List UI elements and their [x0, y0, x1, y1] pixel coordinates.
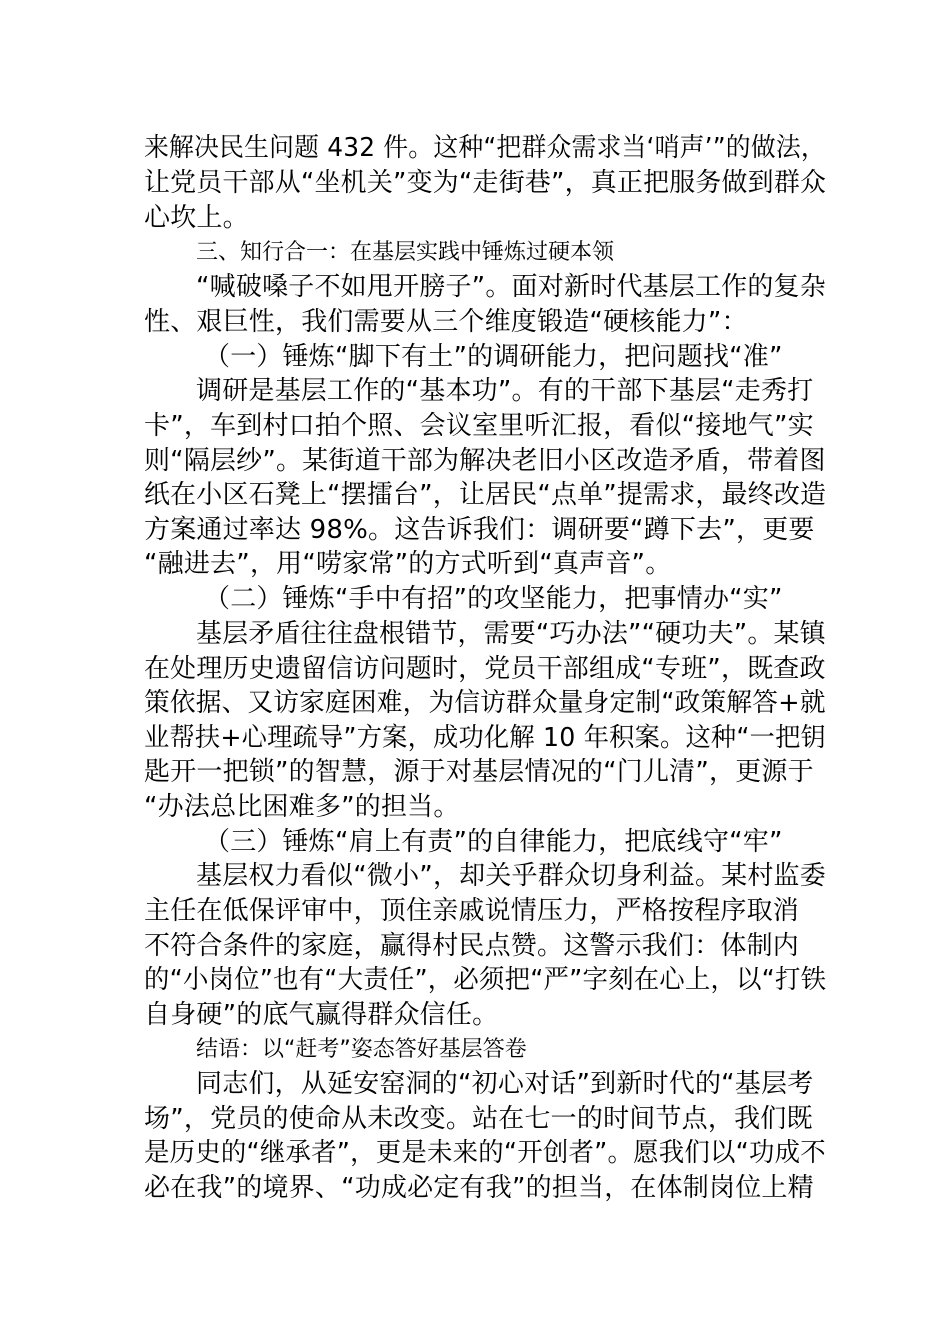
body-text-line: 来解决民生问题 432 件。这种“把群众需求当‘哨声’”的做法，	[144, 133, 826, 163]
body-text-line: 必在我”的境界、“功成必定有我”的担当，在体制岗位上精	[144, 1173, 814, 1203]
body-text-line: 匙开一把锁”的智慧，源于对基层情况的“门儿清”，更源于	[144, 757, 814, 787]
body-text-line: 主任在低保评审中，顶住亲戚说情压力，严格按程序取消	[144, 896, 800, 926]
body-text-line: 则“隔层纱”。某街道干部为解决老旧小区改造矛盾，带着图	[144, 446, 826, 476]
body-text-line: 基层权力看似“微小”，却关乎群众切身利益。某村监委	[196, 861, 826, 891]
section-heading: 三、知行合一：在基层实践中锤炼过硬本领	[196, 240, 615, 265]
body-text-line: 是历史的“继承者”，更是未来的“开创者”。愿我们以“功成不	[144, 1138, 826, 1168]
subsection-heading: （三）锤炼“肩上有责”的自律能力，把底线守“牢”	[204, 827, 783, 857]
body-text-line: 场”，党员的使命从未改变。站在七一的时间节点，我们既	[144, 1104, 813, 1134]
body-text-line: 基层矛盾往往盘根错节，需要“巧办法”“硬功夫”。某镇	[196, 619, 826, 649]
body-text-line: 心坎上。	[144, 203, 249, 233]
body-text-line: 方案通过率达 98%。这告诉我们：调研要“蹲下去”，更要	[144, 515, 815, 545]
body-text-line: 在处理历史遗留信访问题时，党员干部组成“专班”，既查政	[144, 654, 826, 684]
body-text-line: 纸在小区石凳上“摆擂台”，让居民“点单”提需求，最终改造	[144, 480, 827, 510]
body-text-line: 调研是基层工作的“基本功”。有的干部下基层“走秀打	[196, 376, 814, 406]
conclusion-heading: 结语：以“赶考”姿态答好基层答卷	[196, 1037, 527, 1062]
body-text-line: 不符合条件的家庭，赢得村民点赞。这警示我们：体制内	[144, 931, 800, 961]
subsection-heading: （一）锤炼“脚下有土”的调研能力，把问题找“准”	[204, 342, 783, 372]
body-text-line: 自身硬”的底气赢得群众信任。	[144, 1000, 499, 1030]
body-text-line: “办法总比困难多”的担当。	[144, 792, 460, 822]
body-text-line: “喊破嗓子不如甩开膀子”。面对新时代基层工作的复杂	[196, 272, 826, 302]
subsection-heading: （二）锤炼“手中有招”的攻坚能力，把事情办“实”	[204, 584, 783, 614]
body-text-line: 同志们，从延安窑洞的“初心对话”到新时代的“基层考	[196, 1069, 814, 1099]
body-text-line: 让党员干部从“坐机关”变为“走街巷”，真正把服务做到群众	[144, 168, 827, 198]
body-text-line: 业帮扶+心理疏导”方案，成功化解 10 年积案。这种“一把钥	[144, 723, 826, 753]
body-text-line: 卡”，车到村口拍个照、会议室里听汇报，看似“接地气”实	[144, 411, 814, 441]
body-text-line: “融进去”，用“唠家常”的方式听到“真声音”。	[144, 549, 672, 579]
body-text-line: 策依据、又访家庭困难，为信访群众量身定制“政策解答+就	[144, 688, 826, 718]
body-text-line: 性、艰巨性，我们需要从三个维度锻造“硬核能力”：	[144, 307, 748, 337]
body-text-line: 的“小岗位”也有“大责任”，必须把“严”字刻在心上，以“打铁	[144, 965, 827, 995]
